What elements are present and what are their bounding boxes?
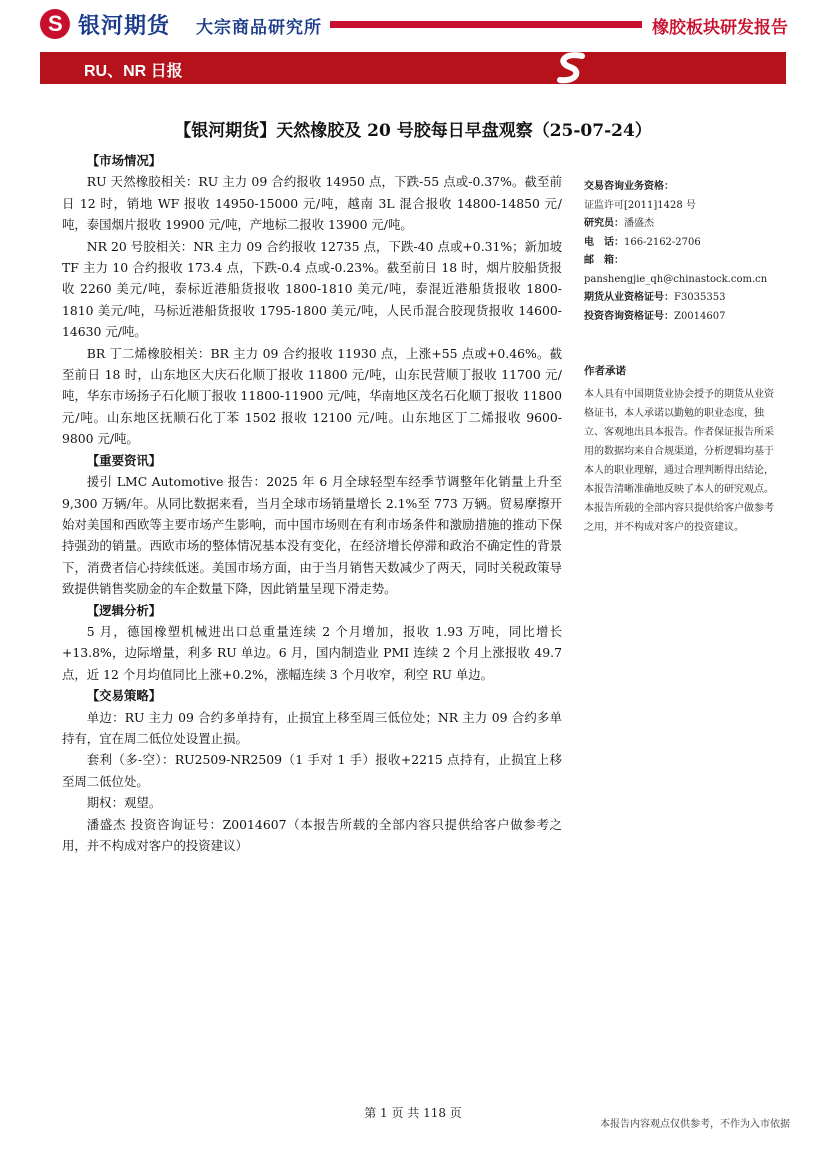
qualification-label: 交易咨询业务资格： <box>584 181 674 192</box>
invest-cert-label: 投资咨询资格证号： <box>584 310 674 322</box>
body-paragraph: BR 丁二烯橡胶相关：BR 主力 09 合约报收 11930 点，上涨+55 点或+0.46%。截至前日 18 时，山东地区大庆石化顺丁报收 11800 元/吨，山东民营顺丁报收 11700 元/吨，华东市场扬子石化顺丁报收 11800-11900 元/吨，华南地区茂名石化顺丁报收 11800 元/吨。山东地区抚顺石化丁苯 1502 报收 12100 元/吨。山东地区丁二烯报收 9600-9800 元/吨。 <box>62 345 562 447</box>
body-paragraph: 套利（多-空）：RU2509-NR2509（1 手对 1 手）报收+2215 点持有，止损宜上移至周二低位处。 <box>62 752 562 789</box>
futures-cert-number: F3035353 <box>674 292 726 303</box>
section-heading: 【交易策略】 <box>86 688 162 704</box>
body-paragraph: NR 20 号胶相关：NR 主力 09 合约报收 12735 点，下跌-40 点或+0.31%；新加坡 TF 主力 10 合约报收 173.4 点，下跌-0.4 点或-0.23%。截至前日 18 时，烟片胶船货报收 2260 美元/吨，泰标近港船货报收 1800-1810 美元/吨，泰混近港船货报收 1800-1810 美元/吨，马标近港船货报收 1795-1800 美元/吨，人民币混合胶现货报收 14600-14630 元/吨。 <box>62 238 562 340</box>
futures-cert-label: 期货从业资格证号： <box>584 292 674 303</box>
sidebar <box>584 178 774 537</box>
promise-title: 作者承诺 <box>584 365 626 377</box>
header-divider <box>330 21 642 28</box>
report-title: 【银河期货】天然橡胶及 20 号胶每日早盘观察（25-07-24） <box>174 121 652 141</box>
promise-text: 本人具有中国期货业协会授予的期货从业资格证书，本人承诺以勤勉的职业态度，独立、客观地出具本报告。作者保证报告所采用的数据均来自合规渠道，分析逻辑均基于本人的职业理解，通过合理判断得出结论，本报告清晰准确地反映了本人的研究观点。本报告所载的全部内容只提供给客户做参考之用，并不构成对客户的投资建议。 <box>584 388 774 533</box>
department-name: 大宗商品研究所 <box>196 18 322 37</box>
band-title: RU、NR 日报 <box>84 63 183 80</box>
email-label: 邮 箱： <box>584 255 624 266</box>
body-paragraph: 5 月，德国橡塑机械进出口总重量连续 2 个月增加，报收 1.93 万吨，同比增长+13.8%，边际增量，利多 RU 单边。6 月，国内制造业 PMI 连续 2 个月上涨报收 49.7 点，近 12 个月均值同比上涨+0.2%，涨幅连续 3 个月收窄，利空 RU 单边。 <box>62 623 562 682</box>
section-heading: 【逻辑分析】 <box>86 602 162 618</box>
brand-swoosh-icon <box>552 50 592 86</box>
body-paragraph: RU 天然橡胶相关：RU 主力 09 合约报收 14950 点，下跌-55 点或-0.37%。截至前日 12 时，销地 WF 报收 14950-15000 元/吨，越南 3L 混合报收 14800-14850 元/吨，泰国烟片报收 19900 元/吨，产地标二报收 13900 元/吨。 <box>62 174 562 233</box>
brand-logo <box>40 7 185 41</box>
report-type: 橡胶板块研发报告 <box>652 18 788 37</box>
phone-label: 电 话： <box>584 236 624 248</box>
logo-text: 银河期货 <box>78 12 171 38</box>
report-body <box>62 150 562 856</box>
logo-icon: S <box>40 9 70 39</box>
footer-disclaimer: 本报告内容观点仅供参考，不作为入市依据 <box>600 1119 790 1130</box>
license-number: 证监许可[2011]1428 号 <box>584 199 696 211</box>
section-heading: 【重要资讯】 <box>86 452 162 468</box>
email-address[interactable]: panshengjie_qh@chinastock.com.cn <box>584 273 768 285</box>
body-paragraph: 单边：RU 主力 09 合约多单持有，止损宜上移至周三低位处；NR 主力 09 合约多单持有，宜在周二低位处设置止损。 <box>62 709 562 746</box>
body-paragraph: 期权：观望。 <box>86 795 162 811</box>
phone-number: 166-2162-2706 <box>624 236 701 248</box>
invest-cert-number: Z0014607 <box>674 310 726 322</box>
analyst-label: 研究员： <box>584 218 624 229</box>
page-number: 第 1 页 共 118 页 <box>364 1106 462 1120</box>
body-paragraph: 潘盛杰 投资咨询证号：Z0014607（本报告所载的全部内容只提供给客户做参考之用，并不构成对客户的投资建议） <box>62 816 562 853</box>
section-heading: 【市场情况】 <box>86 153 162 168</box>
body-paragraph: 援引 LMC Automotive 报告：2025 年 6 月全球轻型车经季节调整年化销量上升至 9,300 万辆/年。从同比数据来看，当月全球市场销量增长 2.1%至 773 万辆。贸易摩擦开始对美国和西欧等主要市场产生影响，而中国市场则在有利市场条件和激励措施的推动下保持强劲的销量。西欧市场的整体情况基本没有变化，在经济增长停滞和政治不确定性的背景下，消费者信心持续低迷。美国市场方面，由于当月销售天数减少了两天，同时关税政策导致提供销售奖励金的车企数量下降，因此销量呈现下滑走势。 <box>62 474 562 597</box>
analyst-name: 潘盛杰 <box>624 218 654 229</box>
